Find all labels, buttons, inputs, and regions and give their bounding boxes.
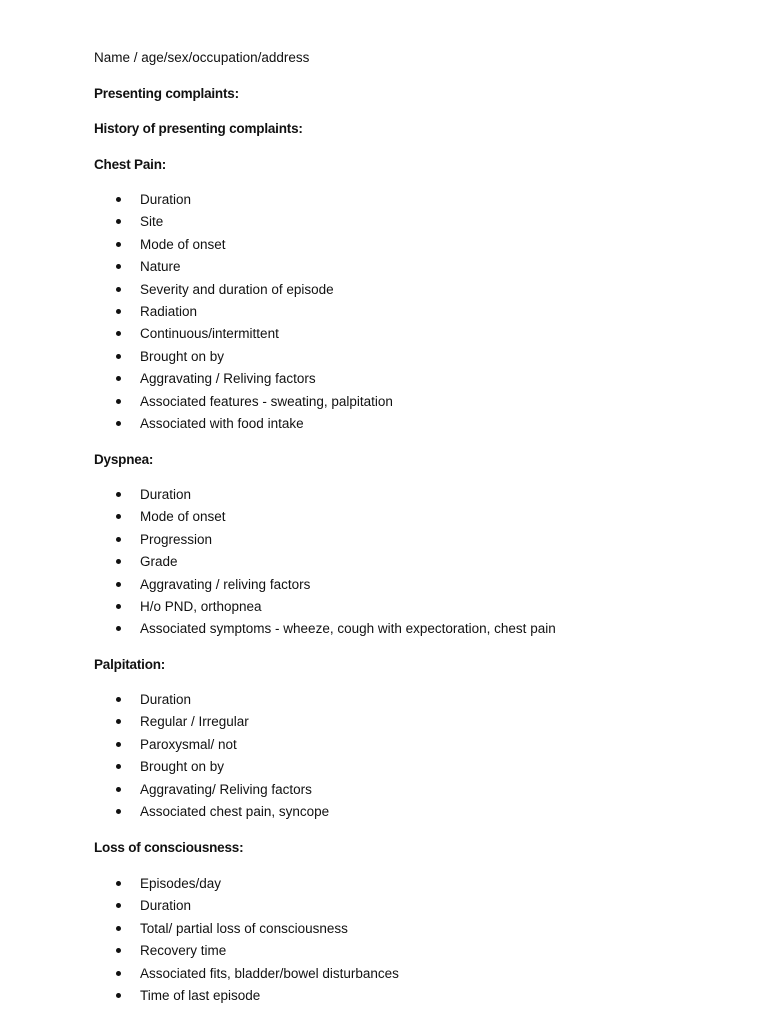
bullet-icon xyxy=(116,264,121,269)
list-item: Associated fits, bladder/bowel disturbances xyxy=(0,965,768,987)
section-heading-dyspnea: Dyspnea: xyxy=(94,452,154,467)
list-item: Recovery time xyxy=(0,942,768,964)
bullet-icon xyxy=(116,219,121,224)
bullet-icon xyxy=(116,287,121,292)
list-item: Mode of onset xyxy=(0,508,768,530)
palpitation-list xyxy=(0,691,768,825)
history-heading: History of presenting complaints: xyxy=(94,121,303,136)
bullet-icon xyxy=(116,582,121,587)
bullet-icon xyxy=(116,559,121,564)
list-item: Time of last episode xyxy=(0,987,768,1009)
presenting-complaints-heading: Presenting complaints: xyxy=(94,86,239,101)
chest-pain-list xyxy=(0,191,768,437)
loss-of-consciousness-list xyxy=(0,875,768,1009)
bullet-icon xyxy=(116,492,121,497)
bullet-icon xyxy=(116,242,121,247)
list-item: Associated with food intake xyxy=(0,415,768,437)
list-item: Duration xyxy=(0,691,768,713)
list-item: Brought on by xyxy=(0,348,768,370)
list-item: Associated features - sweating, palpitation xyxy=(0,393,768,415)
dyspnea-list xyxy=(0,486,768,643)
list-item: Associated chest pain, syncope xyxy=(0,803,768,825)
list-item: Duration xyxy=(0,191,768,213)
list-item: H/o PND, orthopnea xyxy=(0,598,768,620)
list-item: Mode of onset xyxy=(0,236,768,258)
list-item: Site xyxy=(0,213,768,235)
bullet-icon xyxy=(116,742,121,747)
list-item: Duration xyxy=(0,897,768,919)
list-item: Aggravating / Reliving factors xyxy=(0,370,768,392)
list-item: Nature xyxy=(0,258,768,280)
list-item: Duration xyxy=(0,486,768,508)
list-item: Associated symptoms - wheeze, cough with expectoration, chest pain xyxy=(0,620,768,642)
section-heading-chest-pain: Chest Pain: xyxy=(94,157,167,172)
list-item: Progression xyxy=(0,531,768,553)
list-item: Paroxysmal/ not xyxy=(0,736,768,758)
bullet-icon xyxy=(116,948,121,953)
bullet-icon xyxy=(116,604,121,609)
bullet-icon xyxy=(116,331,121,336)
list-item: Radiation xyxy=(0,303,768,325)
bullet-icon xyxy=(116,537,121,542)
section-heading-loss-of-consciousness: Loss of consciousness: xyxy=(94,840,244,855)
patient-details-line: Name / age/sex/occupation/address xyxy=(94,50,310,65)
list-item: Grade xyxy=(0,553,768,575)
bullet-icon xyxy=(116,399,121,404)
bullet-icon xyxy=(116,926,121,931)
bullet-icon xyxy=(116,719,121,724)
bullet-icon xyxy=(116,881,121,886)
bullet-icon xyxy=(116,514,121,519)
bullet-icon xyxy=(116,809,121,814)
list-item: Aggravating/ Reliving factors xyxy=(0,781,768,803)
list-item: Brought on by xyxy=(0,758,768,780)
bullet-icon xyxy=(116,197,121,202)
bullet-icon xyxy=(116,421,121,426)
bullet-icon xyxy=(116,764,121,769)
section-heading-palpitation: Palpitation: xyxy=(94,657,166,672)
list-item: Aggravating / reliving factors xyxy=(0,576,768,598)
list-item: Severity and duration of episode xyxy=(0,281,768,303)
bullet-icon xyxy=(116,971,121,976)
bullet-icon xyxy=(116,787,121,792)
bullet-icon xyxy=(116,354,121,359)
bullet-icon xyxy=(116,309,121,314)
bullet-icon xyxy=(116,376,121,381)
list-item: Episodes/day xyxy=(0,875,768,897)
bullet-icon xyxy=(116,697,121,702)
list-item: Continuous/intermittent xyxy=(0,325,768,347)
list-item: Regular / Irregular xyxy=(0,713,768,735)
bullet-icon xyxy=(116,993,121,998)
bullet-icon xyxy=(116,903,121,908)
list-item: Total/ partial loss of consciousness xyxy=(0,920,768,942)
bullet-icon xyxy=(116,626,121,631)
